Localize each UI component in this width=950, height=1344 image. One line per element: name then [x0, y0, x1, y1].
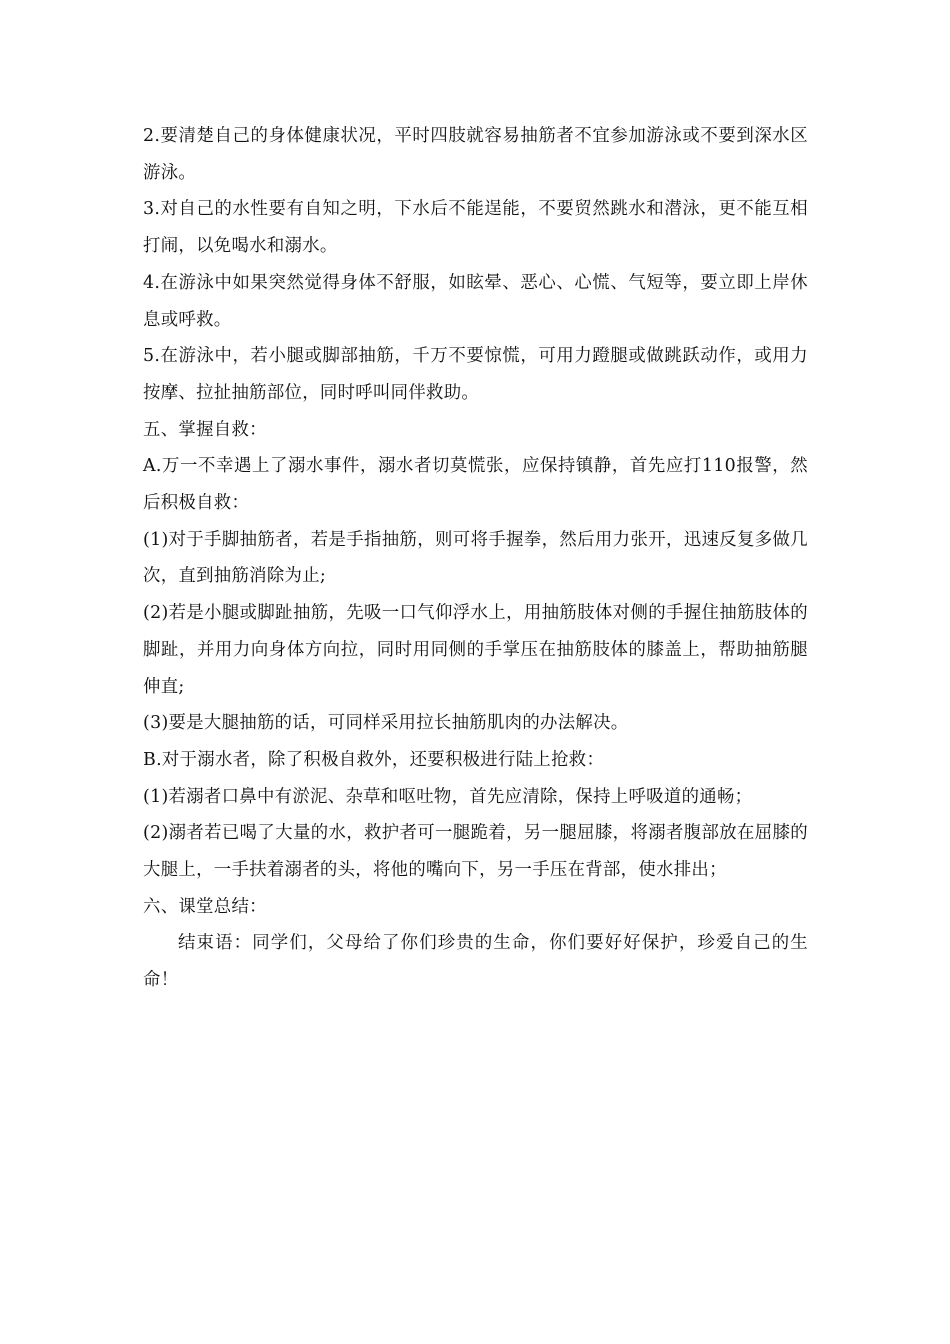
section-heading-summary: 六、课堂总结： [143, 896, 267, 917]
paragraph-rescue-b: B.对于溺水者，除了积极自救外，还要积极进行陆上抢救： [143, 749, 605, 770]
paragraph-self-rescue-a: A.万一不幸遇上了溺水事件，溺水者切莫慌张，应保持镇静，首先应打110报警，然后积极自救： [143, 456, 808, 514]
paragraph-item-2: 2.要清楚自己的身体健康状况，平时四肢就容易抽筋者不宜参加游泳或不要到深水区游泳。 [143, 126, 808, 183]
paragraph-self-rescue-a3: (3)要是大腿抽筋的话，可同样采用拉长抽筋肌肉的办法解决。 [143, 713, 629, 734]
paragraph-item-5: 5.在游泳中，若小腿或脚部抽筋，千万不要惊慌，可用力蹬腿或做跳跃动作，或用力按摩、拉扯抽筋部位，同时呼叫同伴救助。 [143, 346, 808, 403]
document-page [143, 118, 808, 999]
paragraph-rescue-b1: (1)若溺者口鼻中有淤泥、杂草和呕吐物，首先应清除，保持上呼吸道的通畅； [143, 786, 753, 807]
paragraph-item-4: 4.在游泳中如果突然觉得身体不舒服，如眩晕、恶心、心慌、气短等，要立即上岸休息或呼救。 [143, 272, 808, 330]
section-heading-self-rescue: 五、掌握自救： [143, 419, 267, 440]
closing-remarks: 结束语：同学们，父母给了你们珍贵的生命，你们要好好保护，珍爱自己的生命！ [143, 933, 808, 991]
paragraph-item-3: 3.对自己的水性要有自知之明，下水后不能逞能，不要贸然跳水和潜泳，更不能互相打闹，以免喝水和溺水。 [143, 199, 808, 257]
paragraph-self-rescue-a2: (2)若是小腿或脚趾抽筋，先吸一口气仰浮水上，用抽筋肢体对侧的手握住抽筋肢体的脚趾，并用力向身体方向拉，同时用同侧的手掌压在抽筋肢体的膝盖上，帮助抽筋腿伸直; [143, 603, 808, 697]
paragraph-self-rescue-a1: (1)对于手脚抽筋者，若是手指抽筋，则可将手握拳，然后用力张开，迅速反复多做几次，直到抽筋消除为止; [143, 529, 808, 587]
paragraph-rescue-b2: (2)溺者若已喝了大量的水，救护者可一腿跪着，另一腿屈膝，将溺者腹部放在屈膝的大腿上，一手扶着溺者的头，将他的嘴向下，另一手压在背部，使水排出； [143, 823, 808, 881]
